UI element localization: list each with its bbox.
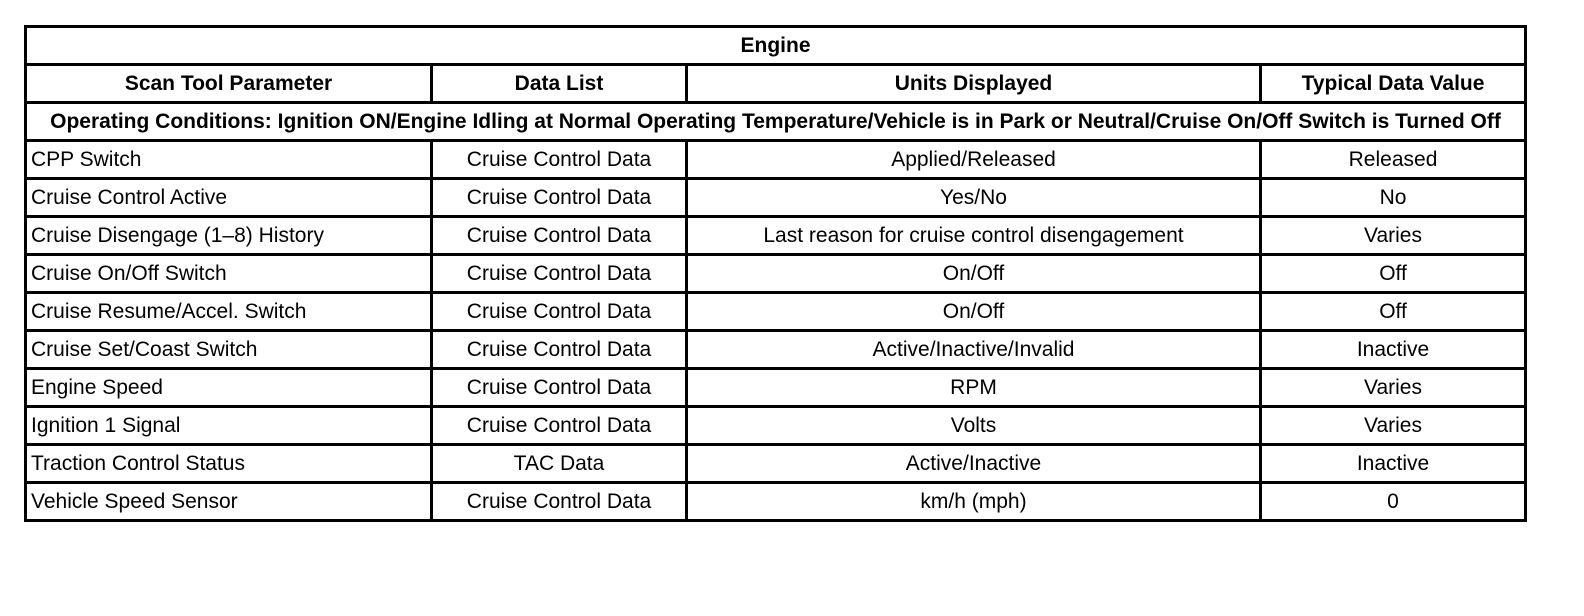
cell-data-list: Cruise Control Data [432, 331, 687, 369]
table-row [26, 331, 1526, 369]
cell-data-list: Cruise Control Data [432, 255, 687, 293]
cell-parameter: Cruise Resume/Accel. Switch [26, 293, 432, 331]
cell-data-list: Cruise Control Data [432, 141, 687, 179]
cell-parameter: CPP Switch [26, 141, 432, 179]
header-typical-data-value: Typical Data Value [1261, 65, 1526, 103]
cell-typical-value: No [1261, 179, 1526, 217]
table-row [26, 141, 1526, 179]
table-row [26, 445, 1526, 483]
cell-parameter: Cruise Control Active [26, 179, 432, 217]
header-data-list: Data List [432, 65, 687, 103]
operating-conditions: Operating Conditions: Ignition ON/Engine Idling at Normal Operating Temperature/Vehicle is in Park or Neutral/Cruise On/Off Switch is Turned Off [26, 103, 1526, 141]
cell-typical-value: Varies [1261, 407, 1526, 445]
cell-data-list: TAC Data [432, 445, 687, 483]
cell-typical-value: 0 [1261, 483, 1526, 521]
cell-typical-value: Varies [1261, 217, 1526, 255]
cell-parameter: Traction Control Status [26, 445, 432, 483]
table-row [26, 293, 1526, 331]
table-row [26, 255, 1526, 293]
table-title: Engine [26, 27, 1526, 65]
cell-units: On/Off [687, 255, 1261, 293]
cell-parameter: Engine Speed [26, 369, 432, 407]
cell-parameter: Ignition 1 Signal [26, 407, 432, 445]
cell-data-list: Cruise Control Data [432, 369, 687, 407]
cell-units: Yes/No [687, 179, 1261, 217]
cell-parameter: Vehicle Speed Sensor [26, 483, 432, 521]
cell-data-list: Cruise Control Data [432, 483, 687, 521]
cell-units: km/h (mph) [687, 483, 1261, 521]
cell-units: Applied/Released [687, 141, 1261, 179]
header-scan-tool-parameter: Scan Tool Parameter [26, 65, 432, 103]
operating-conditions-row [26, 103, 1526, 141]
cell-units: Last reason for cruise control disengagement [687, 217, 1261, 255]
table-row [26, 179, 1526, 217]
column-header-row [26, 65, 1526, 103]
cell-units: On/Off [687, 293, 1261, 331]
cell-units: Active/Inactive [687, 445, 1261, 483]
cell-data-list: Cruise Control Data [432, 179, 687, 217]
cell-typical-value: Varies [1261, 369, 1526, 407]
cell-typical-value: Off [1261, 293, 1526, 331]
cell-data-list: Cruise Control Data [432, 293, 687, 331]
cell-parameter: Cruise On/Off Switch [26, 255, 432, 293]
cell-data-list: Cruise Control Data [432, 217, 687, 255]
cell-parameter: Cruise Disengage (1–8) History [26, 217, 432, 255]
cell-units: Volts [687, 407, 1261, 445]
table-row [26, 483, 1526, 521]
table-row [26, 407, 1526, 445]
cell-units: RPM [687, 369, 1261, 407]
header-units-displayed: Units Displayed [687, 65, 1261, 103]
cell-typical-value: Released [1261, 141, 1526, 179]
cell-units: Active/Inactive/Invalid [687, 331, 1261, 369]
cell-typical-value: Inactive [1261, 445, 1526, 483]
cell-typical-value: Inactive [1261, 331, 1526, 369]
table-title-row [26, 27, 1526, 65]
table-row [26, 217, 1526, 255]
table-row [26, 369, 1526, 407]
cell-parameter: Cruise Set/Coast Switch [26, 331, 432, 369]
cell-data-list: Cruise Control Data [432, 407, 687, 445]
cell-typical-value: Off [1261, 255, 1526, 293]
scan-tool-data-table [24, 25, 1527, 522]
